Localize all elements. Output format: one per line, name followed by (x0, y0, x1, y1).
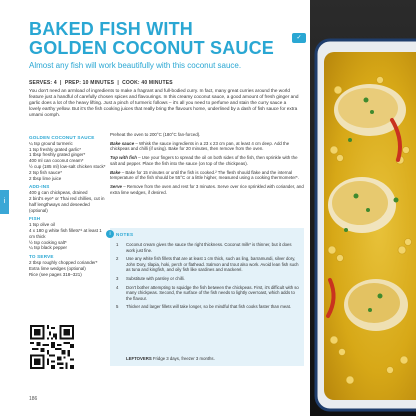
ingredient-item: 2 tsp fish sauce* (29, 169, 63, 175)
qr-code-graphic (30, 325, 74, 369)
note-item (116, 242, 300, 253)
ingredient-item: 4 x 180 g white fish fillets*¹ at least 1 cm thick (29, 227, 102, 239)
ingredient-group (29, 216, 107, 251)
note-number: 4 (116, 284, 119, 290)
ingredient-item: ½ cup (185 ml) low-salt chicken stock* (29, 163, 106, 169)
method-step (110, 184, 304, 195)
ingredient-item: 400 ml can coconut cream* (29, 158, 84, 164)
ingredient-heading: FISH (29, 216, 41, 222)
recipe-intro: You don't need an armload of ingredients to make a fragrant and full-bodied curry. In fact, many great curries around the world feature just a handful of carefully chosen spices and flavourings. In this creamy coconut sauce, a good amount of fresh ginger and garlic does a lot of the heavy lifting. Just a pinch of turmeric follows – it's all you need to perfume and stain the curry sauce a lovely earthy yellow. But it's the fish cooking juices that really bring the flavours home, underlined by a dash of fish sauce for extra umami oomph. (29, 88, 299, 117)
ingredient-heading: ADD-INS (29, 184, 50, 190)
ingredient-item: Rice (see pages 318–321) (29, 271, 82, 277)
note-text: Substitute with parsley or chilli. (126, 275, 185, 281)
ingredient-item: 1 tsp olive oil (29, 222, 56, 228)
ingredient-item: 400 g can chickpeas, drained (29, 190, 88, 196)
info-icon: i (106, 230, 114, 238)
ingredient-item: 1 tsp freshly grated garlic* (29, 146, 82, 152)
leftovers-label: LEFTOVERS (126, 356, 152, 361)
qr-code[interactable] (30, 325, 74, 369)
step-lead: Serve (110, 183, 122, 189)
recipe-title (29, 20, 289, 58)
recipe-meta: SERVES: 4 | PREP: 10 MINUTES | COOK: 40 MINUTES (29, 80, 173, 86)
step-text: – Use your fingers to spread the oil on both sides of the fish, then sprinkle with the salt and pepper. Place the fish into the sauce (on top of the chickpeas). (110, 155, 298, 166)
step-lead: Bake (110, 169, 121, 175)
note-number: 3 (116, 275, 119, 281)
notes-heading: NOTES (116, 232, 134, 237)
step-text: – Whisk the sauce ingredients in a 23 x 23 cm pan, at least 4 cm deep. Add the chickpeas and chilli (if using). Bake for 20 minutes, then remove from the oven. (110, 140, 290, 152)
leftovers-text: Fridge 3 days, freezer 3 months. (151, 356, 215, 361)
ingredient-item: ¼ tsp black pepper (29, 245, 68, 251)
ingredient-item: ½ tsp cooking salt* (29, 239, 67, 245)
note-number: 1 (116, 242, 119, 247)
note-item (116, 256, 300, 273)
step-text: Preheat the oven to 200°C (180°C fan-forced). (110, 132, 201, 137)
method-step (110, 141, 304, 152)
method-step (110, 155, 304, 166)
gluten-free-badge: ✓ (292, 33, 306, 43)
baked-fish-dish-image (310, 0, 416, 416)
step-text: – Remove from the oven and rest for 3 minutes. Serve over rice sprinkled with coriander, and extra lime wedges, if desired. (110, 183, 304, 195)
step-text: – Bake for 15 minutes or until the fish is cooked.² The flesh should flake and the internal temperature of the fish should be 55°C or a little higher, measured using a cooking thermometer*. (110, 169, 299, 181)
method-steps (110, 132, 304, 198)
ingredient-group (29, 254, 107, 277)
note-item (116, 276, 300, 282)
chapter-side-tab: i (0, 190, 9, 214)
ingredient-item: ¼ tsp ground turmeric (29, 140, 73, 146)
serves-label: SERVES: 4 (29, 80, 57, 86)
cook-time-label: COOK: 40 MINUTES (122, 80, 173, 86)
note-item (116, 285, 300, 302)
ingredient-group (29, 184, 107, 213)
ingredient-item: Extra lime wedges (optional) (29, 265, 86, 271)
note-number: 5 (116, 304, 119, 310)
note-item (116, 304, 300, 310)
note-text: Thicker and larger fillets will take longer, so be mindful that fish cooks faster than meat. (126, 304, 292, 310)
ingredient-heading: GOLDEN COCONUT SAUCE (29, 135, 95, 140)
recipe-subtitle: Almost any fish will work beautifully with this coconut sauce. (29, 61, 242, 70)
note-text: Coconut cream gives the sauce the right thickness. Coconut milk* is thinner, but it does work just fine. (126, 242, 292, 253)
dish-photo (310, 0, 416, 416)
method-step (110, 132, 304, 138)
notes-list (116, 242, 300, 313)
ingredient-item: 2 bird's eye* or Thai red chillies, cut in half lengthways and deseeded (optional) (29, 195, 105, 213)
ingredient-item: 1 tbsp freshly grated ginger* (29, 152, 86, 158)
method-step (110, 170, 304, 181)
page-number: 186 (29, 396, 38, 402)
step-lead: Top with fish (110, 155, 137, 161)
ingredients-list (29, 132, 107, 277)
note-text: Use any white fish fillets that are at least 1 cm thick, such as ling, barramundi, silver dory, John Dory, tilapia, hoki, perch or flathead. Salmon and trout also work. Avoid lean fish such as tuna and kingfish, and oily fish like sardines and mackerel. (126, 256, 299, 273)
step-lead: Bake sauce (110, 140, 135, 146)
ingredient-item: 2 tbsp roughly chopped coriander* (29, 259, 98, 265)
leftovers-note (126, 356, 215, 362)
notes-box (110, 228, 304, 366)
ingredient-heading: TO SERVE (29, 254, 54, 260)
note-text: Don't bother attempting to squidge the fish between the chickpeas. First, it's difficult with so many chickpeas. Second, the surface of the fish needs to lightly overroast, which adds to the flavour. (126, 284, 299, 301)
note-number: 2 (116, 256, 119, 262)
prep-time-label: PREP: 10 MINUTES (64, 80, 115, 86)
title-line-1: BAKED FISH WITH (29, 19, 193, 39)
title-line-2: GOLDEN COCONUT SAUCE (29, 38, 275, 58)
ingredient-group (29, 135, 107, 181)
ingredient-item: 2 tbsp lime juice (29, 175, 62, 181)
